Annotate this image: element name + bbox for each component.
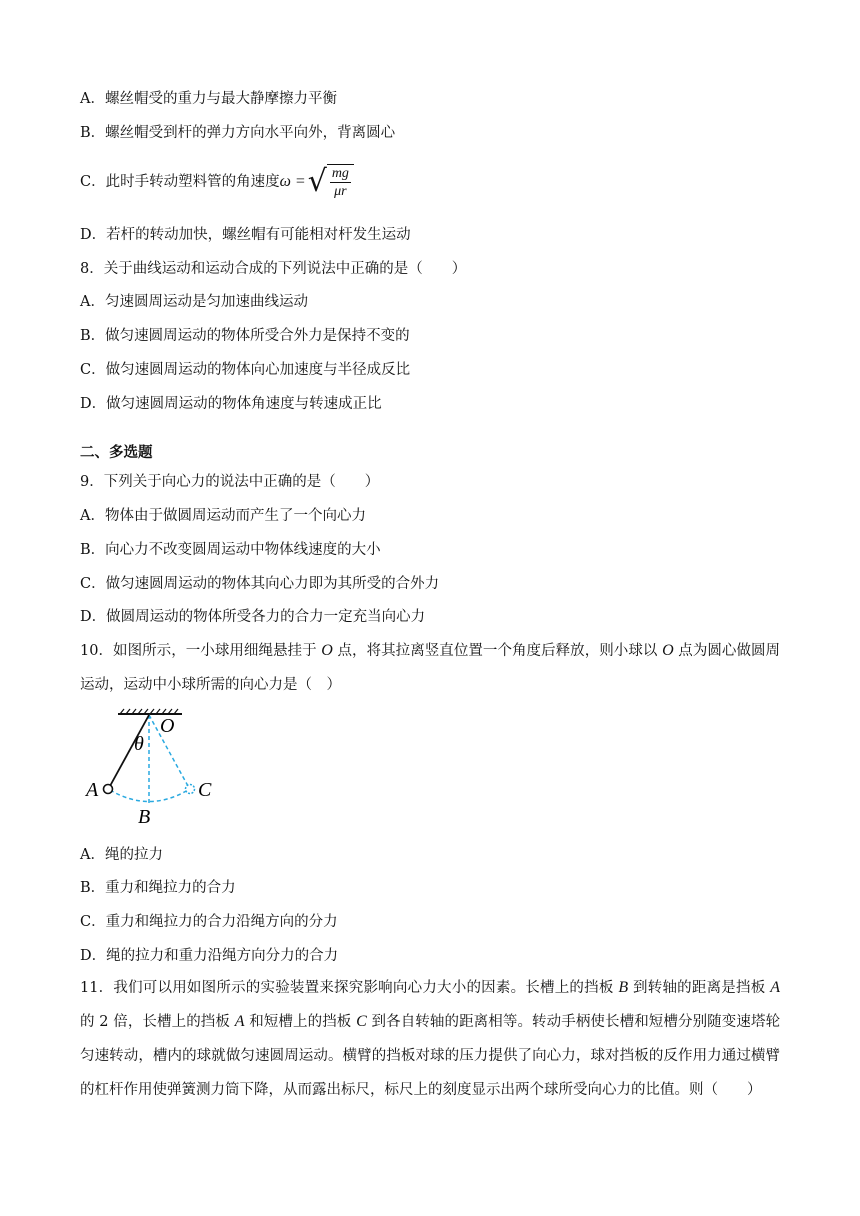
q10-option-b: B．重力和绳拉力的合力 <box>80 880 236 896</box>
q10-option-d: D．绳的拉力和重力沿绳方向分力的合力 <box>80 948 339 964</box>
q11-stem-part: 11．我们可以用如图所示的实验装置来探究影响向心力大小的因素。长槽上的挡板 <box>80 980 614 996</box>
q10-stem-part: 10．如图所示，一小球用细绳悬挂于 <box>80 643 317 659</box>
q8-option-c: C．做匀速圆周运动的物体向心加速度与半径成反比 <box>80 362 411 378</box>
q11-stem-part: 和短槽上的挡板 <box>249 1014 352 1030</box>
label-c: C <box>198 779 212 801</box>
q10-var-o: O <box>662 642 674 659</box>
q11-var: A <box>234 1013 245 1030</box>
q8-option-b: B．做匀速圆周运动的物体所受合外力是保持不变的 <box>80 328 410 344</box>
q10-option-a: A．绳的拉力 <box>80 847 163 863</box>
label-theta: θ <box>134 733 144 755</box>
q11-var: C <box>356 1013 367 1030</box>
q11-stem-part: 到各自转轴的距离相等。转动手柄使长槽和短槽分别随变速塔轮匀速转动，槽内的球就做匀速圆周运动。横臂的挡板对球的压力提供了向心力，球对挡板的反作用力通过横臂的杠杆作用使弹簧测力筒下降，从而露出标尺，标尺上的刻度显示出两个球所受向心力的比值。则（ ） <box>80 1014 781 1098</box>
q8-option-d: D．做匀速圆周运动的物体角速度与转速成正比 <box>80 396 382 412</box>
q8-option-a: A．匀速圆周运动是匀加速曲线运动 <box>80 294 308 310</box>
q9-option-c: C．做匀速圆周运动的物体其向心力即为其所受的合外力 <box>80 576 440 592</box>
q10-stem-part: 点，将其拉离竖直位置一个角度后释放，则小球以 <box>337 643 658 659</box>
q7-option-c-text: C．此时手转动塑料管的角速度 <box>80 174 280 190</box>
formula-fraction <box>327 164 354 200</box>
q9-option-d: D．做圆周运动的物体所受各力的合力一定充当向心力 <box>80 609 426 625</box>
q7-option-b: B．螺丝帽受到杆的弹力方向水平向外，背离圆心 <box>80 125 396 141</box>
q7-option-a: A．螺丝帽受的重力与最大静摩擦力平衡 <box>80 91 337 107</box>
q7-option-c <box>80 162 354 202</box>
q10-var-o: O <box>321 642 333 659</box>
q11-var: A <box>770 979 781 996</box>
omega-lhs: ω = <box>279 173 306 190</box>
pendulum-diagram <box>82 708 242 828</box>
q7-option-d: D．若杆的转动加快，螺丝帽有可能相对杆发生运动 <box>80 227 411 243</box>
q9-option-a: A．物体由于做圆周运动而产生了一个向心力 <box>80 508 366 524</box>
ball-c <box>186 785 195 794</box>
omega-formula <box>280 162 354 202</box>
label-b: B <box>138 806 151 828</box>
q9-option-b: B．向心力不改变圆周运动中物体线速度的大小 <box>80 542 381 558</box>
label-a: A <box>86 779 99 801</box>
q11-stem-part: 到转轴的距离是挡板 <box>633 980 766 996</box>
q11-stem <box>80 971 780 1107</box>
q9-stem: 9．下列关于向心力的说法中正确的是（ ） <box>80 474 380 490</box>
q8-stem: 8．关于曲线运动和运动合成的下列说法中正确的是（ ） <box>80 261 467 277</box>
q10-stem-part: 点为圆心做圆周运动，运动中小球所需的向心力是（ ） <box>80 643 781 693</box>
fraction-numerator: mg <box>331 166 349 181</box>
q10-option-c: C．重力和绳拉力的合力沿绳方向的分力 <box>80 914 338 930</box>
label-o: O <box>160 715 175 737</box>
section-title: 二、多选题 <box>80 445 153 461</box>
q11-stem-part: 的 2 倍，长槽上的挡板 <box>80 1014 230 1030</box>
ball-a <box>104 785 113 794</box>
q11-var: B <box>618 979 629 996</box>
fraction-denominator: μr <box>334 184 347 199</box>
sqrt-icon: √ <box>307 164 327 199</box>
q10-stem <box>80 634 780 702</box>
